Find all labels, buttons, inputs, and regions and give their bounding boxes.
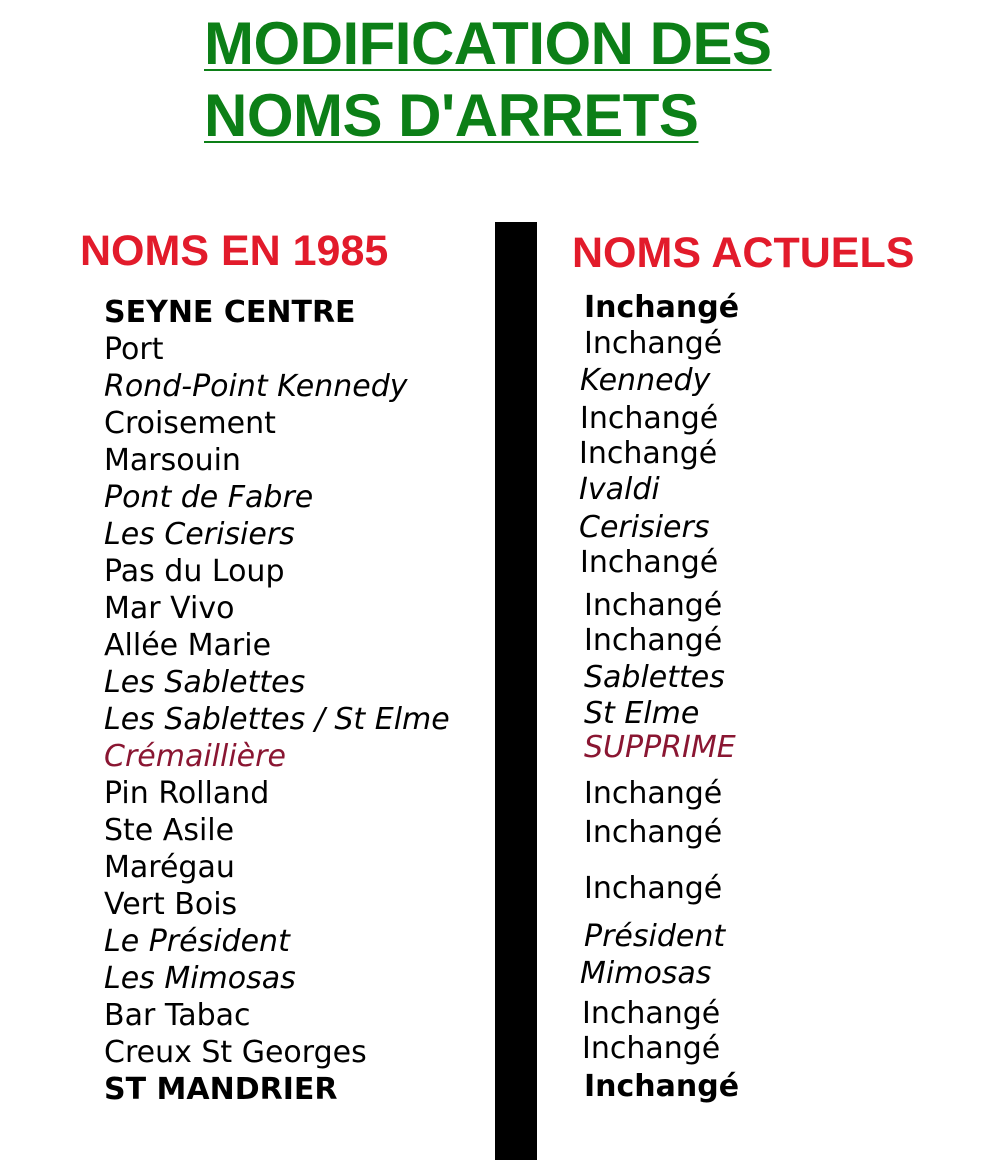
old-name-item: Le Président	[104, 924, 290, 959]
old-name-item: Rond-Point Kennedy	[104, 369, 408, 404]
old-name-item: SEYNE CENTRE	[104, 295, 356, 330]
new-name-item: Inchangé	[582, 996, 721, 1031]
column-divider	[495, 222, 537, 1160]
title-line-1: MODIFICATION DES	[204, 10, 772, 77]
new-name-item: Sablettes	[584, 660, 725, 695]
old-name-item: Pont de Fabre	[104, 480, 314, 515]
old-name-item: Les Sablettes / St Elme	[104, 702, 450, 737]
left-column-header: NOMS EN 1985	[80, 227, 389, 275]
old-name-item: ST MANDRIER	[104, 1072, 338, 1107]
new-name-item: Inchangé	[584, 815, 723, 850]
new-name-item: Inchangé	[584, 623, 723, 658]
new-name-item: Inchangé	[584, 776, 723, 811]
old-name-item: Vert Bois	[104, 887, 238, 922]
new-name-item: Inchangé	[584, 588, 723, 623]
old-name-item: Marégau	[104, 850, 235, 885]
right-column-header: NOMS ACTUELS	[572, 229, 915, 277]
old-name-item: Port	[104, 332, 164, 367]
new-name-item: Inchangé	[584, 326, 723, 361]
title-line-2: NOMS D'ARRETS	[204, 82, 699, 149]
old-name-item: Pas du Loup	[104, 554, 285, 589]
new-name-item: Inchangé	[580, 401, 719, 436]
old-name-item: Creux St Georges	[104, 1035, 367, 1070]
new-name-item: Ivaldi	[579, 472, 660, 507]
new-name-item: Inchangé	[584, 290, 740, 325]
new-name-item: Cerisiers	[579, 510, 710, 545]
new-name-item: Inchangé	[582, 1031, 721, 1066]
new-name-item-removed: SUPPRIME	[584, 730, 736, 765]
old-name-item: Pin Rolland	[104, 776, 270, 811]
old-name-item: Bar Tabac	[104, 998, 251, 1033]
new-name-item: Inchangé	[584, 1069, 740, 1104]
old-name-item: Les Sablettes	[104, 665, 306, 700]
old-name-item: Croisement	[104, 406, 276, 441]
page-title	[204, 8, 772, 152]
new-name-item: Inchangé	[584, 871, 723, 906]
old-name-item-removed: Crémaillière	[104, 739, 286, 774]
old-name-item: Les Mimosas	[104, 961, 296, 996]
new-name-item: Président	[584, 919, 726, 954]
old-name-item: Ste Asile	[104, 813, 235, 848]
old-name-item: Marsouin	[104, 443, 241, 478]
new-name-item: Inchangé	[579, 436, 718, 471]
new-name-item: Inchangé	[580, 545, 719, 580]
old-name-item: Allée Marie	[104, 628, 272, 663]
new-name-item: St Elme	[584, 696, 700, 731]
new-name-item: Kennedy	[580, 363, 711, 398]
old-name-item: Mar Vivo	[104, 591, 235, 626]
new-name-item: Mimosas	[580, 956, 712, 991]
old-name-item: Les Cerisiers	[104, 517, 295, 552]
